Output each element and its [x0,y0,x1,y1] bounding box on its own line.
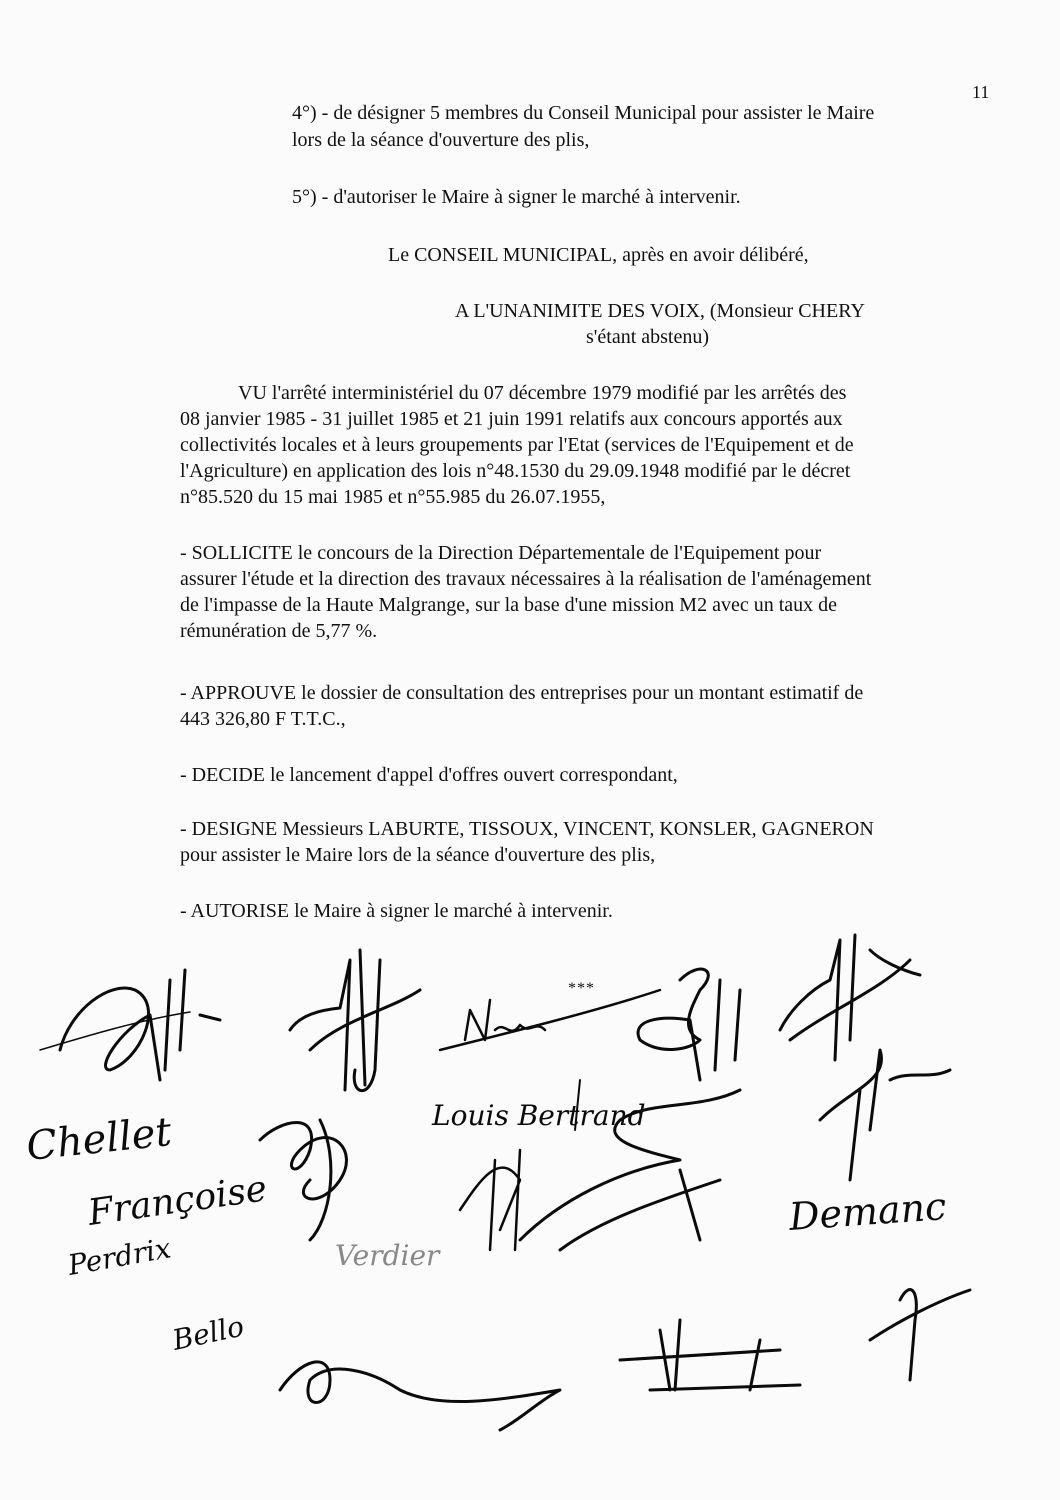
signature-11 [620,1320,800,1390]
point-5-line-1: 5°) - d'autoriser le Maire à signer le marché à intervenir. [292,186,741,208]
signature-perdrix: Perdrix [65,1231,174,1282]
decision-line: - APPROUVE le dossier de consultation des entreprises pour un montant estimatif de [180,682,864,704]
decision-line: assurer l'étude et la direction des travaux nécessaires à la réalisation de l'aménagement [180,568,872,590]
decision-decide [180,762,678,788]
signature-5 [780,935,920,1060]
signature-louis-bertrand: Louis Bertrand [432,1099,646,1132]
vu-line-2: 08 janvier 1985 - 31 juillet 1985 et 21 juin 1991 relatifs aux concours apportés aux [180,408,843,430]
signature-bello: Bello [169,1309,247,1357]
decision-approuve [180,680,863,732]
signature-10 [280,1362,560,1430]
deliberation-intro: Le CONSEIL MUNICIPAL, après en avoir délibéré, [388,244,809,266]
signature-demanc: Demanc [787,1184,948,1239]
signature-3 [440,990,660,1050]
decision-line: - SOLLICITE le concours de la Direction Départementale de l'Equipement pour [180,542,822,564]
signature-4 [638,969,740,1080]
page-number: 11 [972,82,990,102]
signatures-area [0,920,1060,1440]
decision-line: - DESIGNE Messieurs LABURTE, TISSOUX, VINCENT, KONSLER, GAGNERON [180,818,874,840]
signature-9 [820,1050,950,1180]
decision-line: - AUTORISE le Maire à signer le marché à intervenir. [180,900,613,922]
signature-verdier: Verdier [335,1239,440,1272]
vu-line-4: l'Agriculture) en application des lois n°48.1530 du 29.09.1948 modifié par le décret [180,460,851,482]
vote-line-2: s'étant abstenu) [586,326,710,348]
signature-1 [60,970,220,1080]
decision-line: 443 326,80 F T.T.C., [180,708,346,730]
signature-2 [290,950,420,1091]
signature-7 [460,1150,520,1250]
signature-12 [870,1290,970,1380]
separator: *** [568,980,595,997]
vote-line-1: A L'UNANIMITE DES VOIX, (Monsieur CHERY [455,300,865,322]
decision-line: pour assister le Maire lors de la séance d'ouverture des plis, [180,844,656,866]
signature-6 [260,1120,346,1240]
vu-line-5: n°85.520 du 15 mai 1985 et n°55.985 du 26.07.1955, [180,486,606,508]
vu-line-1: VU l'arrêté interministériel du 07 décembre 1979 modifié par les arrêtés des [238,382,847,404]
decision-line: rémunération de 5,77 %. [180,620,378,642]
signature-chellet: Chellet [24,1109,174,1170]
decision-line: - DECIDE le lancement d'appel d'offres ouvert correspondant, [180,764,678,786]
decision-sollicite [180,540,871,644]
decision-line: de l'impasse de la Haute Malgrange, sur la base d'une mission M2 avec un taux de [180,594,838,616]
vu-line-3: collectivités locales et à leurs groupements par l'Etat (services de l'Equipement et de [180,434,854,456]
point-4-line-1: 4°) - de désigner 5 membres du Conseil Municipal pour assister le Maire [292,102,875,124]
signature-francoise: Françoise [85,1168,270,1234]
decision-designe [180,816,874,868]
point-4-line-2: lors de la séance d'ouverture des plis, [292,129,590,151]
